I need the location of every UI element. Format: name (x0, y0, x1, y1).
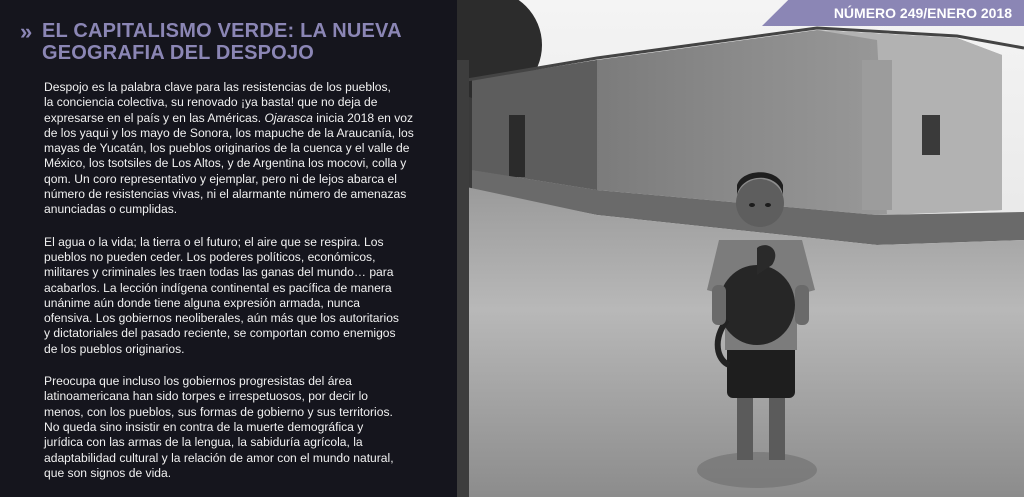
text-line: El agua o la vida; la tierra o el futuro; el aire que se respira. Los (44, 234, 384, 249)
text-line: México, los tsotsiles de Los Altos, y de Argentina los mocovi, colla y (44, 156, 407, 171)
title-row (20, 20, 440, 64)
text-line: Despojo es la palabra clave para las resistencias de los pueblos, (44, 80, 391, 94)
text-line: No queda sino insistir en contra de la muerte demográfica y (44, 419, 364, 434)
text-line: y dictatoriales del pasado reciente, se comportan como enemigos (44, 326, 396, 341)
title-line-2: GEOGRAFIA DEL DESPOJO (42, 42, 315, 64)
issue-badge (798, 0, 1024, 26)
text-line: menos, con los pueblos, sus formas de gobierno y sus territorios. (44, 404, 393, 419)
photo-panel (457, 0, 1024, 497)
text-line: que son signos de vida. (44, 465, 172, 480)
photo-boy-with-rooster (457, 0, 1024, 497)
paragraph-1 (44, 80, 439, 218)
text-line: anunciadas o cumplidas. (44, 202, 178, 217)
magazine-name: Ojarasca (264, 110, 313, 125)
text-panel (0, 0, 457, 497)
paragraph-2 (44, 235, 439, 357)
article-body (44, 80, 439, 497)
text-line: adaptabilidad cultural y la relación de amor con el mundo natural, (44, 450, 394, 465)
title-line-1: EL CAPITALISMO VERDE: LA NUEVA (42, 20, 402, 42)
text-fragment: expresarse en el país y en las Américas. (44, 110, 262, 125)
text-line: la conciencia colectiva, su renovado ¡ya basta! que no deja de (44, 95, 378, 110)
text-line: unánime aún donde tiene alguna expresión armada, nunca (44, 295, 361, 310)
text-line: Preocupa que incluso los gobiernos progresistas del área (44, 374, 352, 389)
text-line: latinoamericana han sido torpes e irrespetuosos, por decir lo (44, 389, 369, 404)
article-title (42, 20, 402, 64)
text-line (44, 111, 439, 126)
text-line: acabarlos. La lección indígena continental es pacífica de manera (44, 280, 392, 295)
text-fragment: inicia 2018 en voz (312, 110, 414, 125)
text-line: jurídica con las armas de la lengua, la sabiduría agrícola, la (44, 435, 363, 450)
text-line: qom. Un coro representativo y ejemplar, pero ni de lejos abarca el (44, 171, 397, 186)
text-line: de los pueblos originarios. (44, 341, 185, 356)
text-line: pueblos no pueden ceder. Los poderes políticos, económicos, (44, 249, 376, 264)
text-line: mayas de Yucatán, los pueblos originarios de la cuenca y el valle de (44, 141, 410, 156)
paragraph-3 (44, 374, 439, 481)
issue-badge-label: NÚMERO 249/ENERO 2018 (833, 5, 1012, 21)
text-line: número de resistencias vivas, ni el alarmante número de amenazas (44, 187, 407, 202)
text-line: de los yaqui y los mayo de Sonora, los mapuche de la Araucanía, los (44, 125, 414, 140)
text-line: ofensiva. Los gobiernos neoliberales, aún más que los autoritarios (44, 311, 399, 326)
double-chevron-icon: » (20, 19, 33, 44)
text-line: militares y criminales les traen todas las ganas del mundo… para (44, 265, 394, 280)
